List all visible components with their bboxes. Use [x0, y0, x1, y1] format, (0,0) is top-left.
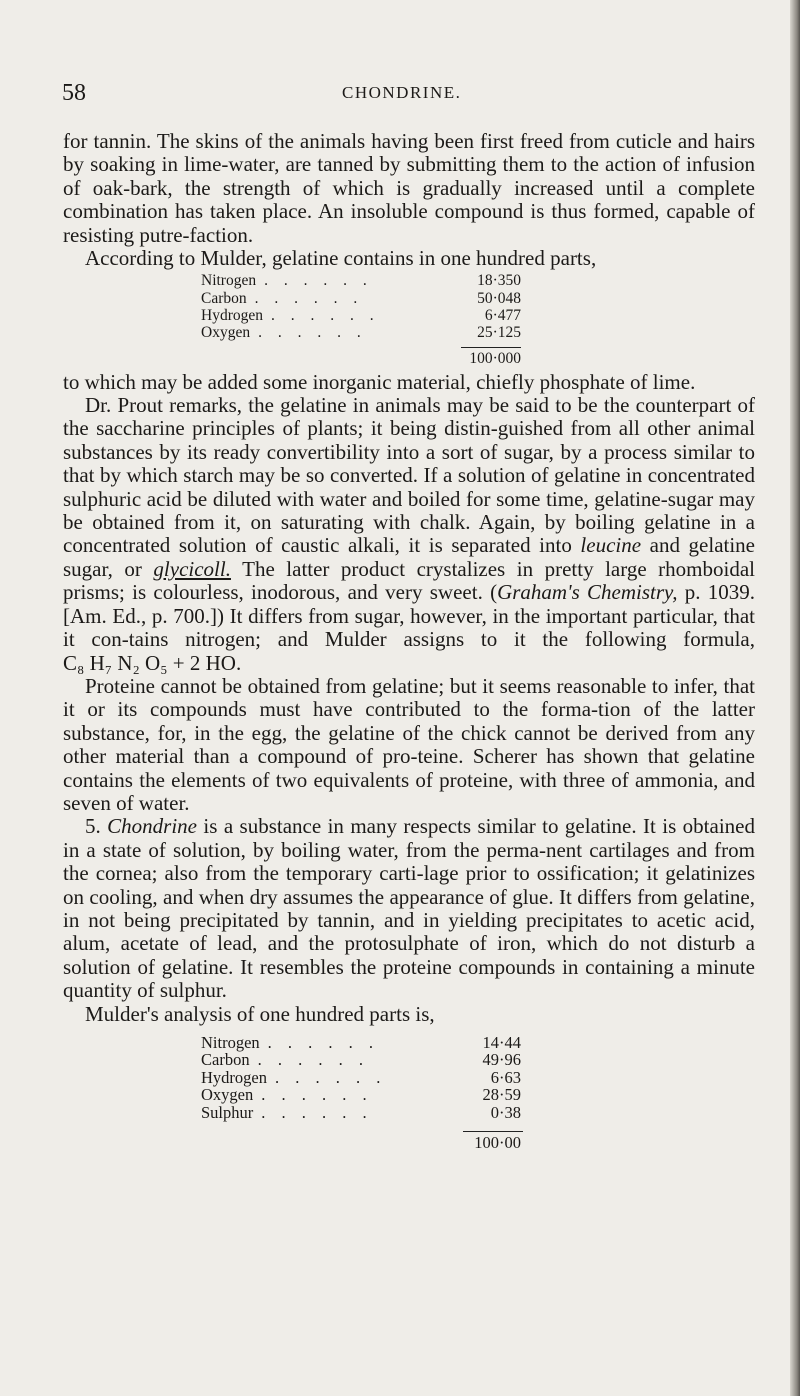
element-name: Nitrogen	[201, 272, 257, 290]
gelatine-composition-table	[201, 272, 521, 367]
paragraph-inorganic: to which may be added some inorganic material, chiefly phosphate of lime.	[63, 369, 696, 394]
element-name: Hydrogen	[201, 307, 263, 325]
paragraph-mulder-gelatine: According to Mulder, gelatine contains in one hundred parts,	[85, 246, 597, 271]
table-row	[201, 1069, 521, 1086]
chemical-formula: C₈ H₇ N₂ O₅ + 2 HO.	[63, 650, 242, 675]
page-edge-shadow	[790, 0, 800, 1396]
table-row	[201, 307, 521, 324]
paragraph-prout	[63, 394, 755, 675]
leader-dots: . . . . . .	[274, 1068, 387, 1087]
leader-dots: . . . . . .	[261, 1086, 373, 1104]
term-glycicoll: glycicoll.	[153, 556, 231, 581]
text-run: The latter product crystalizes in pretty large rhomboidal prisms; is colourless, inodorous, and very sweet. (	[63, 556, 755, 605]
text-run: Dr. Prout remarks, the gelatine in animals may be said to be the counterpart of the saccharine principles of plants; it being distin-guished from all other animal substances by its ready convertibility into a sort of sugar, by a process similar to that by which starch may be so converted. If a solution of gelatine in concentrated sulphuric acid be diluted with water and boiled for some time, gelatine-sugar may be obtained from it, on saturating with chalk. Again, by boiling gelatine in a concentrated solution of caustic alkali, it is separated into	[63, 393, 755, 558]
chondrine-composition-table	[201, 1034, 521, 1152]
element-name: Nitrogen	[201, 1033, 260, 1052]
element-value: 6·477	[484, 307, 521, 325]
leader-dots: . . . . . .	[267, 1034, 380, 1052]
element-value: 6·63	[490, 1067, 521, 1087]
term-leucine: leucine	[580, 533, 642, 558]
element-value: 0·38	[490, 1102, 521, 1122]
element-name: Carbon	[201, 1050, 250, 1070]
table-row	[201, 1034, 521, 1051]
element-name: Sulphur	[201, 1102, 254, 1122]
element-value: 18·350	[477, 272, 521, 290]
paragraph-proteine: Proteine cannot be obtained from gelatine; but it seems reasonable to infer, that it or its compounds must have contributed to the forma-tion of the latter substance, for, in the egg, the gelatine of the chick cannot be derived from any other material than a compound of pro-teine. Scherer has shown that gelatine contains the elements of two equivalents of proteine, with three of ammonia, and seven of water.	[63, 673, 755, 815]
table-total: 100·00	[474, 1133, 521, 1153]
leader-dots: . . . . . .	[254, 289, 364, 307]
element-name: Oxygen	[201, 1085, 254, 1105]
body-text	[63, 130, 755, 1152]
term-chondrine: Chondrine	[107, 814, 197, 839]
table-row	[201, 1104, 521, 1121]
text-run: and gelatine sugar, or	[63, 533, 755, 581]
table-row	[201, 272, 521, 289]
table-row	[201, 324, 521, 341]
table-row	[201, 1086, 521, 1103]
section-number: 5.	[85, 814, 101, 839]
table-row	[201, 1051, 521, 1068]
leader-dots: . . . . . .	[264, 272, 373, 290]
element-name: Hydrogen	[201, 1067, 267, 1087]
element-value: 14·44	[482, 1033, 521, 1052]
element-value: 49·96	[482, 1050, 521, 1070]
table-row	[201, 290, 521, 307]
running-head: CHONDRINE.	[342, 83, 462, 102]
element-value: 50·048	[477, 289, 521, 307]
table-total: 100·000	[469, 349, 521, 367]
paragraph-chondrine	[63, 815, 755, 1002]
paragraph-mulder-analysis: Mulder's analysis of one hundred parts is,	[85, 1001, 435, 1026]
element-name: Oxygen	[201, 324, 251, 342]
leader-dots: . . . . . .	[257, 1051, 369, 1069]
leader-dots: . . . . . .	[258, 324, 367, 342]
element-value: 28·59	[482, 1085, 521, 1105]
page-number: 58	[62, 80, 86, 106]
leader-dots: . . . . . .	[261, 1103, 373, 1122]
citation-graham: Graham's Chemistry,	[497, 580, 678, 605]
page-header	[62, 80, 762, 106]
element-name: Carbon	[201, 289, 247, 307]
text-run: is a substance in many respects similar to gelatine. It is obtained in a state of solution, by boiling water, from the perma-nent cartilages and from the cornea; also from the temporary carti-lage prior to ossification; it gelatinizes on cooling, and when dry assumes the appearance of glue. It differs from gelatine, in not being precipitated by tannin, and in yielding precipitates to acetic acid, alum, acetate of lead, and the protosulphate of iron, which do not disturb a solution of gelatine. It resembles the proteine compounds in containing a minute quantity of sulphur.	[63, 814, 755, 1003]
leader-dots: . . . . . .	[271, 307, 380, 325]
paragraph-tanning: for tannin. The skins of the animals having been first freed from cuticle and hairs by soaking in lime-water, are tanned by submitting them to the action of infusion of oak-bark, the strength of which is gradually increased until a complete combination has taken place. An insoluble compound is thus formed, capable of resisting putre-faction.	[63, 129, 755, 247]
text-run: p. 1039. [Am. Ed., p. 700.]) It differs from sugar, however, in the important particular, that it con-tains nitrogen; and Mulder assigns to it the following formula,	[63, 580, 756, 652]
element-value: 25·125	[477, 324, 521, 342]
